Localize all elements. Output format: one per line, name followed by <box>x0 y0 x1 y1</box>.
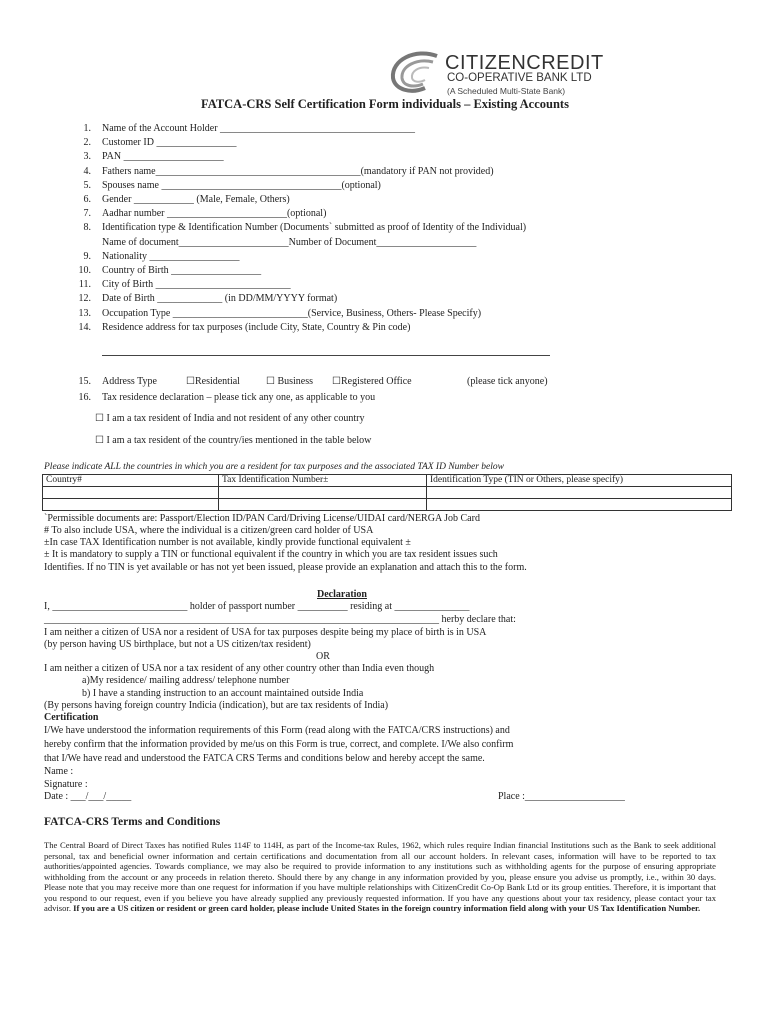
address-line[interactable] <box>102 355 550 356</box>
field-identification-type: Identification type & Identification Number (Documents` submitted as proof of Identity of the Individual) <box>102 222 527 233</box>
note-permissible-docs: `Permissible documents are: Passport/Election ID/PAN Card/Driving License/UIDAI card/NERGA Job Card <box>44 513 480 524</box>
date-field[interactable]: Date : ___/___/_____ <box>44 791 132 802</box>
header-country: Country# <box>43 475 219 487</box>
header-tax-id: Tax Identification Number± <box>219 475 427 487</box>
table-cell[interactable] <box>427 499 732 511</box>
table-cell[interactable] <box>219 487 427 499</box>
note-usa: # To also include USA, where the individual is a citizen/green card holder of USA <box>44 525 374 536</box>
declaration-heading: Declaration <box>317 589 367 600</box>
address-type-registered[interactable]: ☐Registered Office <box>332 376 412 387</box>
header-id-type: Identification Type (TIN or Others, please specify) <box>427 475 732 487</box>
terms-text: The Central Board of Direct Taxes has notified Rules 114F to 114H, as part of the Income-tax Rules, 1962, which rules require Indian financial Institutions such as the Bank to seek additional personal, tax and beneficial owner information and certain certifications and documentation from all our account holders. In relevant cases, information will have to be reported to tax authorities/appointed agencies. Towards compliance, we may also be required to provide information to any institutions such as withholding agents for the purpose of ensuring appropriate withholding from the account or any proceeds in relation thereto. Should there by any change in any information provided by you, please ensure you advise us promptly, i.e., within 30 days. Please note that you may receive more than one request for information if you have multiple relationships with CitizenCredit Co-Op Bank Ltd or its group entities. Therefore, it is important that you respond to our request, even if you believe you have already supplied any previously requested information. If you have any questions about your tax residency, please contact your tax advisor. <box>44 840 716 913</box>
name-field[interactable]: Name : <box>44 766 74 777</box>
signature-field[interactable]: Signature : <box>44 779 88 790</box>
field-account-holder[interactable]: Name of the Account Holder _______________________________________ <box>102 123 416 134</box>
tax-resident-other-option[interactable]: ☐ I am a tax resident of the country/ies mentioned in the table below <box>95 435 372 446</box>
address-type-business[interactable]: ☐ Business <box>266 376 314 387</box>
item-number: 15. <box>78 376 91 387</box>
form-title: FATCA-CRS Self Certification Form individuals – Existing Accounts <box>201 97 569 111</box>
table-row[interactable] <box>43 499 732 511</box>
table-cell[interactable] <box>43 499 219 511</box>
declaration-us-birthplace-note: (by person having US birthplace, but not a US citizen/tax resident) <box>44 639 311 650</box>
item-number: 4. <box>83 166 91 177</box>
table-row[interactable] <box>43 487 732 499</box>
field-country-of-birth[interactable]: Country of Birth __________________ <box>102 265 262 276</box>
table-header-row <box>43 475 732 487</box>
field-fathers-name[interactable]: Fathers name_________________________________________(mandatory if PAN not provided) <box>102 166 494 177</box>
address-type-note: (please tick anyone) <box>467 376 548 387</box>
item-number: 14. <box>78 322 91 333</box>
item-number: 2. <box>83 137 91 148</box>
certification-heading: Certification <box>44 712 99 723</box>
declaration-address-line[interactable]: _______________________________________________________________________________ herby declare that: <box>44 614 516 625</box>
field-occupation-type[interactable]: Occupation Type ___________________________(Service, Business, Others- Please Specify) <box>102 308 482 319</box>
declaration-not-citizen: I am neither a citizen of USA nor a tax resident of any other country other than India even though <box>44 663 435 674</box>
item-number: 7. <box>83 208 91 219</box>
bank-logo <box>385 50 615 100</box>
certification-line: I/We have understood the information requirements of this Form (read along with the FATCA/CRS instructions) and <box>44 725 510 736</box>
declaration-indicia-note: (By persons having foreign country Indicia (indication), but are tax residents of India) <box>44 700 389 711</box>
field-date-of-birth[interactable]: Date of Birth _____________ (in DD/MM/YYYY format) <box>102 293 338 304</box>
field-pan[interactable]: PAN ____________________ <box>102 151 224 162</box>
logo-swirl-icon <box>385 50 447 96</box>
declaration-or: OR <box>316 651 330 662</box>
declaration-residence-address: a)My residence/ mailing address/ telephone number <box>82 675 290 686</box>
field-aadhar[interactable]: Aadhar number ________________________(optional) <box>102 208 327 219</box>
item-number: 1. <box>83 123 91 134</box>
tax-resident-india-option[interactable]: ☐ I am a tax resident of India and not resident of any other country <box>95 413 365 424</box>
field-customer-id[interactable]: Customer ID ________________ <box>102 137 237 148</box>
item-number: 13. <box>78 308 91 319</box>
item-number: 12. <box>78 293 91 304</box>
field-residence-address: Residence address for tax purposes (include City, State, Country & Pin code) <box>102 322 411 333</box>
declaration-standing-instruction: b) I have a standing instruction to an account maintained outside India <box>82 688 364 699</box>
item-number: 6. <box>83 194 91 205</box>
table-cell[interactable] <box>219 499 427 511</box>
bank-tagline: (A Scheduled Multi-State Bank) <box>447 86 566 96</box>
tax-country-table <box>42 474 732 511</box>
terms-body <box>44 840 716 914</box>
field-gender[interactable]: Gender ____________ (Male, Female, Others) <box>102 194 290 205</box>
item-number: 8. <box>83 222 91 233</box>
note-tin-unavailable: ±In case TAX Identification number is not available, kindly provide functional equivalent ± <box>44 537 411 548</box>
terms-us-citizen-note: If you are a US citizen or resident or green card holder, please include United States in the foreign country information field along with your US Tax Identification Number. <box>73 903 701 913</box>
item-number: 10. <box>78 265 91 276</box>
item-number: 11. <box>78 279 91 290</box>
terms-heading: FATCA-CRS Terms and Conditions <box>44 816 221 828</box>
item-number: 9. <box>83 251 91 262</box>
field-city-of-birth[interactable]: City of Birth ___________________________ <box>102 279 291 290</box>
item-number: 5. <box>83 180 91 191</box>
note-no-tin: Identifies. If no TIN is yet available or has not yet been issued, please provide an explanation and attach this to the form. <box>44 562 527 573</box>
bank-name: CITIZENCREDIT <box>445 52 604 74</box>
certification-line: that I/We have read and understood the FATCA CRS Terms and conditions below and hereby accept the same. <box>44 753 485 764</box>
bank-subtitle: CO-OPERATIVE BANK LTD <box>447 72 592 84</box>
item-number: 3. <box>83 151 91 162</box>
declaration-us-birthplace: I am neither a citizen of USA nor a resident of USA for tax purposes despite being my place of birth is in USA <box>44 627 487 638</box>
declaration-passport-line[interactable]: I, ___________________________ holder of passport number __________ residing at _______________ <box>44 601 470 612</box>
field-document-name-number[interactable]: Name of document______________________Number of Document____________________ <box>102 237 477 248</box>
certification-line: hereby confirm that the information provided by me/us on this Form is true, correct, and complete. I/We also confirm <box>44 739 514 750</box>
item-number: 16. <box>78 392 91 403</box>
tax-residence-label: Tax residence declaration – please tick any one, as applicable to you <box>102 392 376 403</box>
table-caption: Please indicate ALL the countries in which you are a resident for tax purposes and the associated TAX ID Number below <box>44 462 504 472</box>
address-type-residential[interactable]: ☐Residential <box>186 376 240 387</box>
table-cell[interactable] <box>427 487 732 499</box>
note-tin-mandatory: ± It is mandatory to supply a TIN or functional equivalent if the country in which you are tax resident issues such <box>44 549 498 560</box>
table-cell[interactable] <box>43 487 219 499</box>
field-nationality[interactable]: Nationality __________________ <box>102 251 240 262</box>
address-type-label: Address Type <box>102 376 157 387</box>
field-spouses-name[interactable]: Spouses name ____________________________________(optional) <box>102 180 381 191</box>
place-field[interactable]: Place :____________________ <box>498 791 625 802</box>
